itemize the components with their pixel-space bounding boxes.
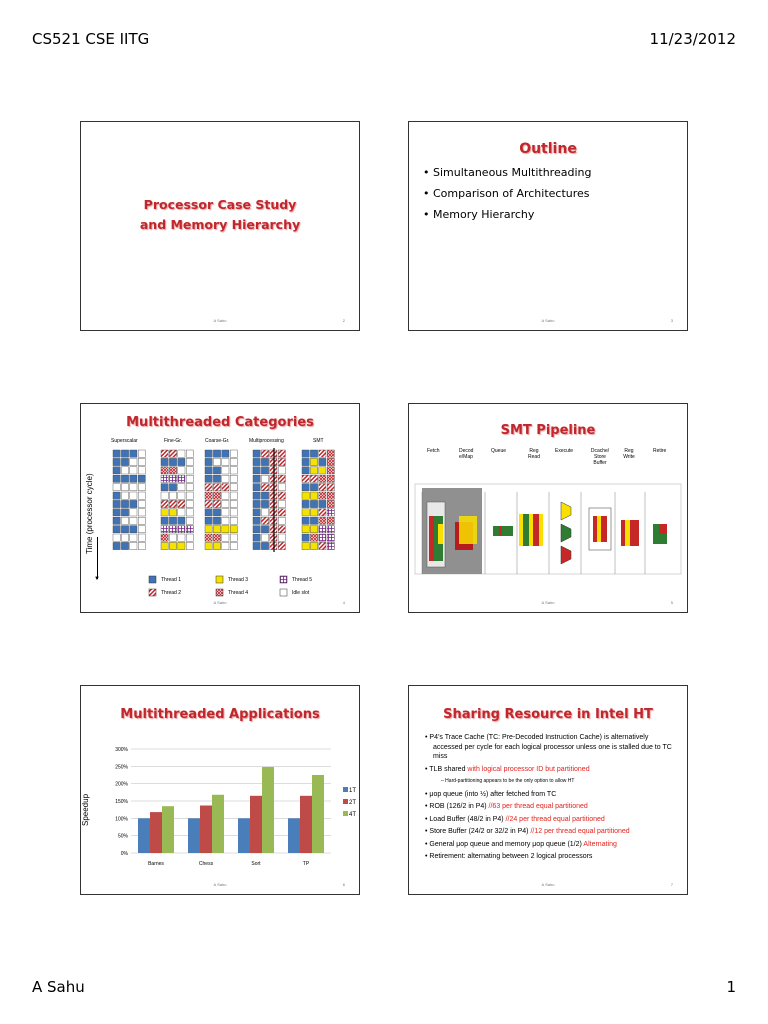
legend-label: 2T xyxy=(349,800,357,806)
legend-label: Thread 3 xyxy=(228,577,249,583)
slide-sharing-resource xyxy=(408,685,688,895)
bullet-item: • μop queue (into ½) after fetched from TC xyxy=(425,790,557,798)
slide-outline xyxy=(408,121,688,331)
slide-multithreaded-applications xyxy=(80,685,360,895)
slide-title-heading: SMT Pipeline xyxy=(500,423,596,438)
legend-swatch xyxy=(343,811,348,816)
y-tick-label: 50% xyxy=(117,833,128,840)
date-header: 11/23/2012 xyxy=(649,30,736,48)
sub-bullet-item: – Hard-partitioning appears to be the only option to allow HT xyxy=(441,778,575,784)
bar-4T xyxy=(212,795,224,853)
slide-footer-author: A Sahu xyxy=(541,600,555,605)
slide-title-heading: Outline xyxy=(519,141,577,157)
column-label: SMT xyxy=(313,438,324,444)
column-label: Multiprocessing xyxy=(249,438,284,444)
bar-4T xyxy=(262,767,274,853)
y-tick-label: 200% xyxy=(115,781,128,788)
slide-title xyxy=(80,121,360,331)
legend-swatch xyxy=(343,799,348,804)
page-number: 1 xyxy=(726,978,736,996)
legend-swatch xyxy=(343,787,348,792)
bar-1T xyxy=(138,818,150,853)
bullet-item: • Comparison of Architectures xyxy=(423,187,590,200)
y-tick-label: 0% xyxy=(120,851,128,857)
course-header: CS521 CSE IITG xyxy=(32,30,150,48)
legend-label: Thread 4 xyxy=(228,590,249,596)
bullet-item: • P4’s Trace Cache (TC: Pre-Decoded Instruction Cache) is alternatively accessed per cycle for each logical processor unless one is stalled due to TC miss xyxy=(425,734,672,760)
stage-label: Dcache/ Store Buffer xyxy=(590,448,610,466)
stage-label: Execute xyxy=(555,448,574,454)
legend-swatches xyxy=(81,404,360,613)
bar-2T xyxy=(250,796,262,853)
bullet-item: • Store Buffer (24/2 or 32/2 in P4) //12 per thread equal partitioned xyxy=(425,828,630,835)
speedup-bar-chart xyxy=(81,686,360,895)
bullet-item: • General μop queue and memory μop queue (1/2) Alternating xyxy=(425,840,617,848)
slide-number: 2 xyxy=(342,318,345,323)
outline-bullets xyxy=(423,166,591,229)
x-tick-label: Barnes xyxy=(148,861,164,867)
bar-2T xyxy=(300,796,312,853)
slide-title-heading: Processor Case Study and Memory Hierarchy xyxy=(139,197,301,232)
sharing-bullets xyxy=(425,733,677,865)
bullet-item: • Memory Hierarchy xyxy=(423,208,535,221)
y-tick-label: 250% xyxy=(115,764,128,771)
column-label: Coarse-Gr. xyxy=(205,438,230,444)
legend-label: Idle slot xyxy=(292,590,310,596)
x-tick-label: TP xyxy=(302,861,310,867)
slide-footer-author: A Sahu xyxy=(541,882,555,887)
bullet-item: • TLB shared with logical processor ID but partitioned xyxy=(425,765,590,773)
slide-number: 5 xyxy=(670,600,673,605)
stage-label: Decod e/Map xyxy=(459,448,474,460)
column-label: Superscalar xyxy=(111,438,138,444)
slide-number: 6 xyxy=(342,882,345,887)
slide-footer-author: A Sahu xyxy=(213,600,227,605)
bar-1T xyxy=(288,818,300,853)
stage-label: Fetch xyxy=(427,448,440,454)
y-tick-label: 100% xyxy=(115,816,128,823)
bar-1T xyxy=(238,818,250,853)
legend-label: 1T xyxy=(349,788,357,794)
slide-title-heading: Multithreaded Applications xyxy=(120,707,320,722)
bar-2T xyxy=(200,806,212,853)
slide-number: 3 xyxy=(670,318,673,323)
x-tick-label: Chess xyxy=(198,861,214,867)
slide-number: 7 xyxy=(670,882,673,887)
bullet-item: • ROB (126/2 in P4) //63 per thread equal partitioned xyxy=(425,803,588,810)
chart-ylabel: Speedup xyxy=(81,793,90,826)
slide-smt-pipeline xyxy=(408,403,688,613)
bar-1T xyxy=(188,818,200,853)
slide-footer-author: A Sahu xyxy=(541,318,555,323)
author-footer: A Sahu xyxy=(32,978,85,996)
y-tick-label: 300% xyxy=(115,747,128,753)
pipeline-diagram xyxy=(409,404,688,613)
x-tick-label: Sort xyxy=(251,861,261,867)
legend-label: 4T xyxy=(349,812,357,818)
stage-label: Retire xyxy=(653,448,667,454)
column-label: Fine-Gr. xyxy=(164,438,183,444)
legend-label: Thread 5 xyxy=(292,577,313,583)
legend-label: Thread 2 xyxy=(161,590,182,596)
bar-2T xyxy=(150,812,162,853)
time-axis-label: Time (processor cycle) xyxy=(85,473,94,554)
stage-label: Reg Write xyxy=(623,448,635,460)
bullet-item: • Simultaneous Multithreading xyxy=(423,166,592,179)
slide-footer-author: A Sahu xyxy=(213,882,227,887)
y-tick-label: 150% xyxy=(115,799,128,805)
stage-label: Queue xyxy=(491,448,507,454)
bar-4T xyxy=(162,806,174,853)
bar-4T xyxy=(312,775,324,853)
slide-footer-author: A Sahu xyxy=(213,318,227,323)
slide-title-heading: Sharing Resource in Intel HT xyxy=(443,707,653,722)
slide-multithreaded-categories xyxy=(80,403,360,613)
legend-label: Thread 1 xyxy=(161,577,182,583)
slide-number: 4 xyxy=(342,600,345,605)
arrow-down-icon: ▼ xyxy=(94,576,100,582)
bullet-item: • Load Buffer (48/2 in P4) //24 per thread equal partitioned xyxy=(425,815,605,823)
bullet-item: • Retirement: alternating between 2 logical processors xyxy=(425,853,593,860)
slide-title-heading: Multithreaded Categories xyxy=(126,415,314,430)
stage-label: Reg Read xyxy=(528,448,540,460)
